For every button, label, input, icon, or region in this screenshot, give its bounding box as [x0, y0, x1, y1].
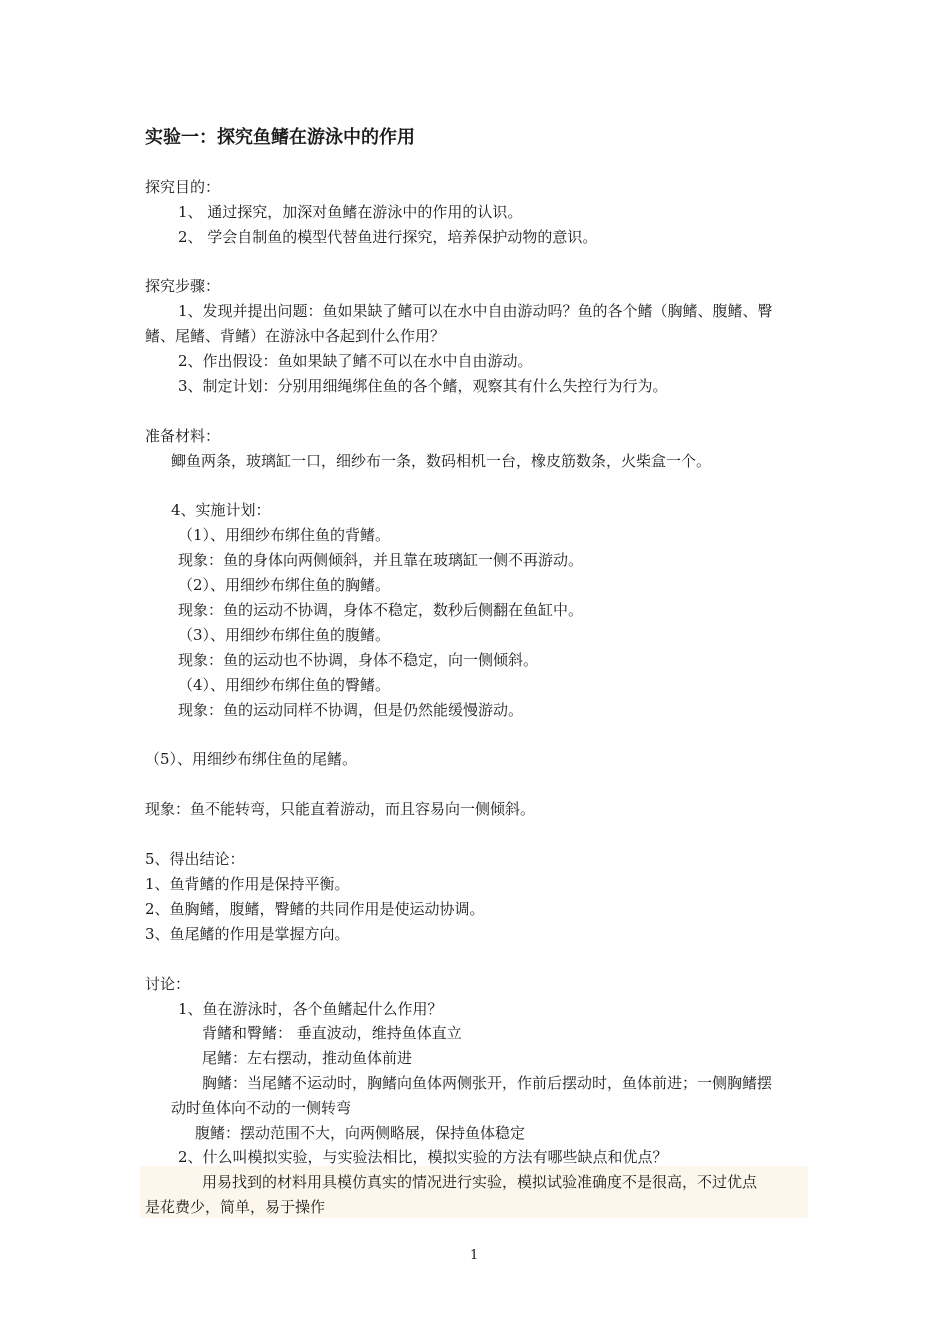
- answer-pectoral-line-2: 动时鱼体向不动的一侧转弯: [171, 1099, 352, 1117]
- conclusion-item: 1、鱼背鳍的作用是保持平衡。: [145, 875, 350, 893]
- discussion-heading: 讨论：: [145, 975, 191, 993]
- implementation-action: （2）、用细纱布绑住鱼的胸鳍。: [178, 576, 391, 594]
- discussion-question-1: 1、鱼在游泳时，各个鱼鳍起什么作用？: [178, 1000, 443, 1018]
- step-2: 2、作出假设：鱼如果缺了鳍不可以在水中自由游动。: [178, 352, 533, 370]
- purpose-item: 2、 学会自制鱼的模型代替鱼进行探究，培养保护动物的意识。: [178, 228, 598, 246]
- purpose-item: 1、 通过探究，加深对鱼鳍在游泳中的作用的认识。: [178, 203, 523, 221]
- implementation-action-5: （5）、用细纱布绑住鱼的尾鳍。: [145, 750, 358, 768]
- implementation-action: （4）、用细纱布绑住鱼的臀鳍。: [178, 676, 391, 694]
- implementation-action: （3）、用细纱布绑住鱼的腹鳍。: [178, 626, 391, 644]
- implementation-phenomenon-5: 现象：鱼不能转弯，只能直着游动，而且容易向一侧倾斜。: [145, 800, 536, 818]
- implementation-phenomenon: 现象：鱼的运动同样不协调，但是仍然能缓慢游动。: [178, 701, 524, 719]
- answer-2-line-1: 用易找到的材料用具模仿真实的情况进行实验，模拟试验准确度不是很高，不过优点: [202, 1173, 758, 1191]
- answer-pectoral-line-1: 胸鳍：当尾鳍不运动时，胸鳍向鱼体两侧张开，作前后摆动时，鱼体前进；一侧胸鳍摆: [202, 1074, 773, 1092]
- conclusion-item: 2、鱼胸鳍，腹鳍，臀鳍的共同作用是使运动协调。: [145, 900, 485, 918]
- implementation-phenomenon: 现象：鱼的运动也不协调，身体不稳定，向一侧倾斜。: [178, 651, 539, 669]
- conclusion-heading: 5、得出结论：: [145, 850, 245, 868]
- answer-tail-fin: 尾鳍：左右摆动，推动鱼体前进: [202, 1049, 413, 1067]
- answer-pelvic-fin: 腹鳍：摆动范围不大，向两侧略展，保持鱼体稳定: [195, 1124, 526, 1142]
- implementation-phenomenon: 现象：鱼的身体向两侧倾斜，并且靠在玻璃缸一侧不再游动。: [178, 551, 584, 569]
- steps-heading: 探究步骤：: [145, 277, 221, 295]
- step-1-line-2: 鳍、尾鳍、背鳍）在游泳中各起到什么作用？: [145, 327, 446, 345]
- implementation-action: （1）、用细纱布绑住鱼的背鳍。: [178, 526, 391, 544]
- implementation-phenomenon: 现象：鱼的运动不协调，身体不稳定，数秒后侧翻在鱼缸中。: [178, 601, 584, 619]
- step-3: 3、制定计划：分别用细绳绑住鱼的各个鳍，观察其有什么失控行为行为。: [178, 377, 668, 395]
- answer-2-line-2: 是花费少，简单，易于操作: [145, 1198, 326, 1216]
- materials-heading: 准备材料：: [145, 427, 221, 445]
- page-number: 1: [470, 1248, 479, 1263]
- step-1-line-1: 1、发现并提出问题：鱼如果缺了鳍可以在水中自由游动吗？鱼的各个鳍（胸鳍、腹鳍、臀: [178, 302, 773, 320]
- document-title: 实验一：探究鱼鳍在游泳中的作用: [145, 127, 415, 148]
- answer-dorsal-anal-fins: 背鳍和臀鳍： 垂直波动，维持鱼体直立: [202, 1024, 462, 1042]
- conclusion-item: 3、鱼尾鳍的作用是掌握方向。: [145, 925, 350, 943]
- purpose-heading: 探究目的：: [145, 178, 221, 196]
- discussion-question-2: 2、什么叫模拟实验，与实验法相比，模拟实验的方法有哪些缺点和优点？: [178, 1148, 668, 1166]
- implementation-heading: 4、实施计划：: [171, 501, 271, 519]
- materials-text: 鲫鱼两条，玻璃缸一口，细纱布一条，数码相机一台，橡皮筋数条，火柴盒一个。: [171, 452, 712, 470]
